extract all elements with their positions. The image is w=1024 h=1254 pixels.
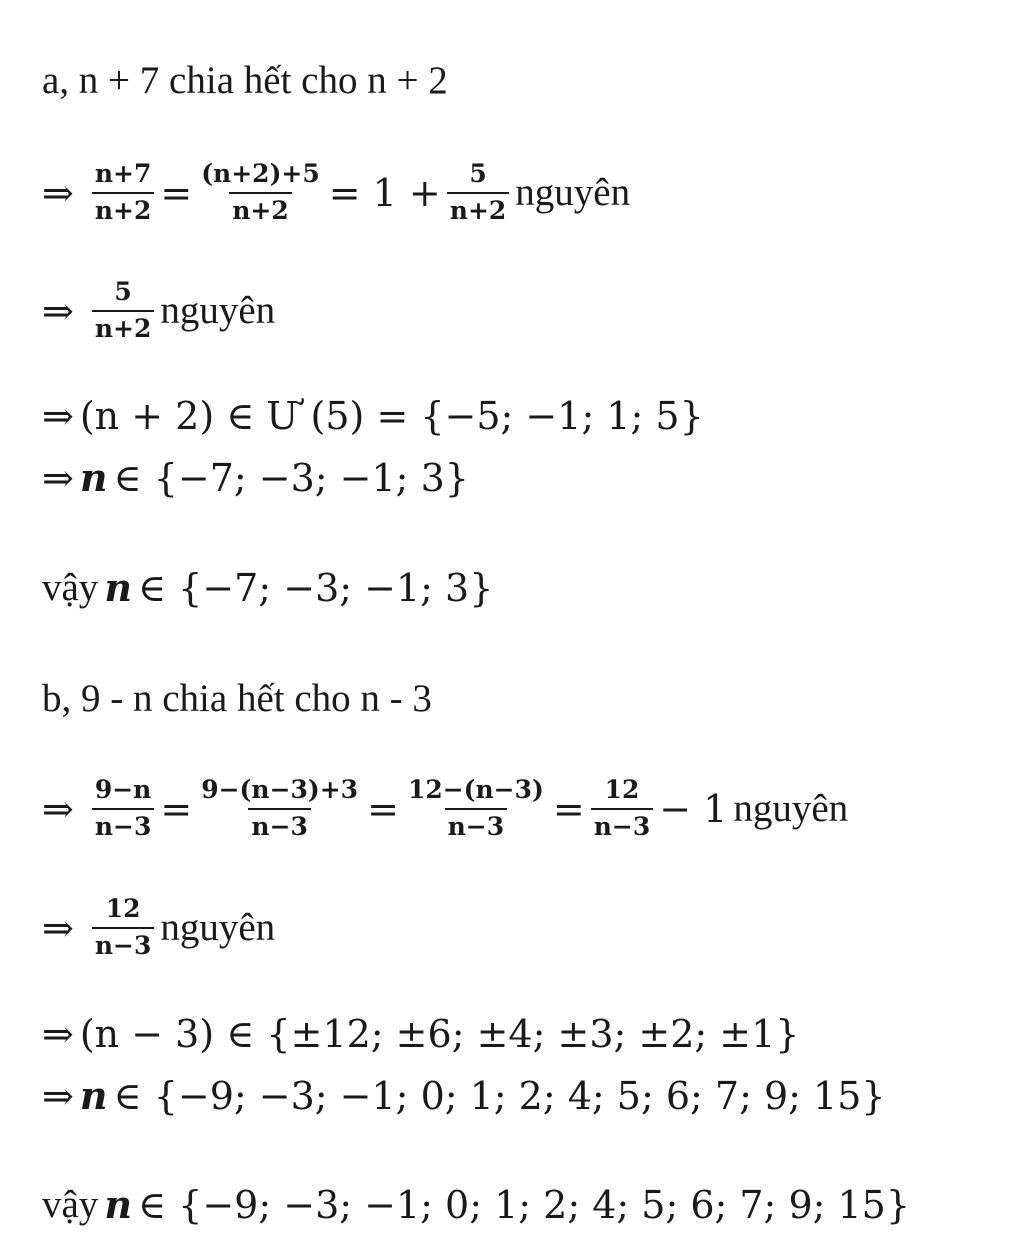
part-a-step-2 — [42, 278, 275, 344]
part-a-step-3 — [42, 394, 704, 438]
fraction — [591, 776, 654, 842]
numerator: 5 — [114, 277, 132, 306]
numerator: 12 — [604, 775, 640, 804]
implies-arrow: ⇒ — [42, 394, 74, 438]
part-a-step-4 — [42, 455, 469, 500]
denominator: n−3 — [92, 927, 155, 961]
numerator: (n+2)+5 — [201, 159, 320, 188]
part-b-step-4 — [42, 1073, 886, 1118]
part-a-heading: a, n + 7 chia hết cho n + 2 — [42, 59, 448, 102]
fraction — [447, 160, 510, 226]
math-expression: (n + 2) ∈ Ư (5) = {−5; −1; 1; 5} — [79, 394, 704, 438]
part-a-step-1 — [42, 160, 630, 226]
denominator: n+2 — [229, 192, 292, 226]
math-expression: − 1 — [659, 786, 728, 831]
variable-n: n — [79, 455, 108, 500]
implies-arrow: ⇒ — [42, 905, 74, 950]
denominator: n−3 — [92, 808, 155, 842]
fraction — [92, 160, 155, 226]
denominator: n+2 — [92, 192, 155, 226]
implies-arrow: ⇒ — [42, 1012, 74, 1056]
math-expression: = 1 + — [328, 170, 441, 215]
implies-arrow: ⇒ — [42, 786, 74, 831]
denominator: n+2 — [447, 192, 510, 226]
text-suffix: nguyên — [160, 906, 276, 950]
numerator: 5 — [469, 159, 487, 188]
implies-arrow: ⇒ — [42, 1073, 74, 1118]
math-expression: ∈ {−9; −3; −1; 0; 1; 2; 4; 5; 6; 7; 9; 15} — [137, 1182, 911, 1227]
fraction — [92, 278, 155, 344]
denominator: n−3 — [248, 808, 311, 842]
math-expression: ∈ {−7; −3; −1; 3} — [137, 565, 494, 610]
numerator: 9−(n−3)+3 — [201, 775, 359, 804]
fraction — [92, 776, 155, 842]
equals-sign: = — [160, 786, 193, 831]
fraction — [198, 776, 361, 842]
denominator: n−3 — [591, 808, 654, 842]
implies-arrow: ⇒ — [42, 288, 74, 333]
equals-sign: = — [160, 170, 193, 215]
variable-n: n — [104, 565, 132, 610]
part-b-step-1 — [42, 776, 848, 842]
variable-n: n — [104, 1182, 132, 1227]
part-b-heading: b, 9 - n chia hết cho n - 3 — [42, 677, 432, 720]
text-suffix: nguyên — [733, 787, 849, 831]
part-b-conclusion — [42, 1182, 910, 1227]
part-b-step-3 — [42, 1012, 799, 1056]
numerator: 12 — [105, 894, 141, 923]
numerator: 9−n — [94, 775, 152, 804]
part-a-conclusion — [42, 565, 493, 610]
denominator: n+2 — [92, 310, 155, 344]
text-suffix: nguyên — [160, 289, 276, 333]
numerator: n+7 — [94, 159, 152, 188]
equals-sign: = — [367, 786, 399, 831]
numerator: 12−(n−3) — [407, 775, 544, 804]
variable-n: n — [79, 1073, 108, 1118]
fraction — [198, 160, 323, 226]
fraction — [405, 776, 547, 842]
implies-arrow: ⇒ — [42, 170, 74, 215]
fraction — [92, 895, 155, 961]
conclusion-word: vậy — [42, 1183, 99, 1226]
denominator: n−3 — [445, 808, 508, 842]
equals-sign: = — [552, 786, 585, 831]
implies-arrow: ⇒ — [42, 455, 74, 500]
math-expression: ∈ {−7; −3; −1; 3} — [113, 455, 469, 500]
part-b-step-2 — [42, 895, 275, 961]
text-suffix: nguyên — [515, 171, 631, 215]
conclusion-word: vậy — [42, 566, 99, 609]
math-expression: (n − 3) ∈ {±12; ±6; ±4; ±3; ±2; ±1} — [79, 1012, 800, 1056]
math-expression: ∈ {−9; −3; −1; 0; 1; 2; 4; 5; 6; 7; 9; 15} — [113, 1073, 886, 1118]
